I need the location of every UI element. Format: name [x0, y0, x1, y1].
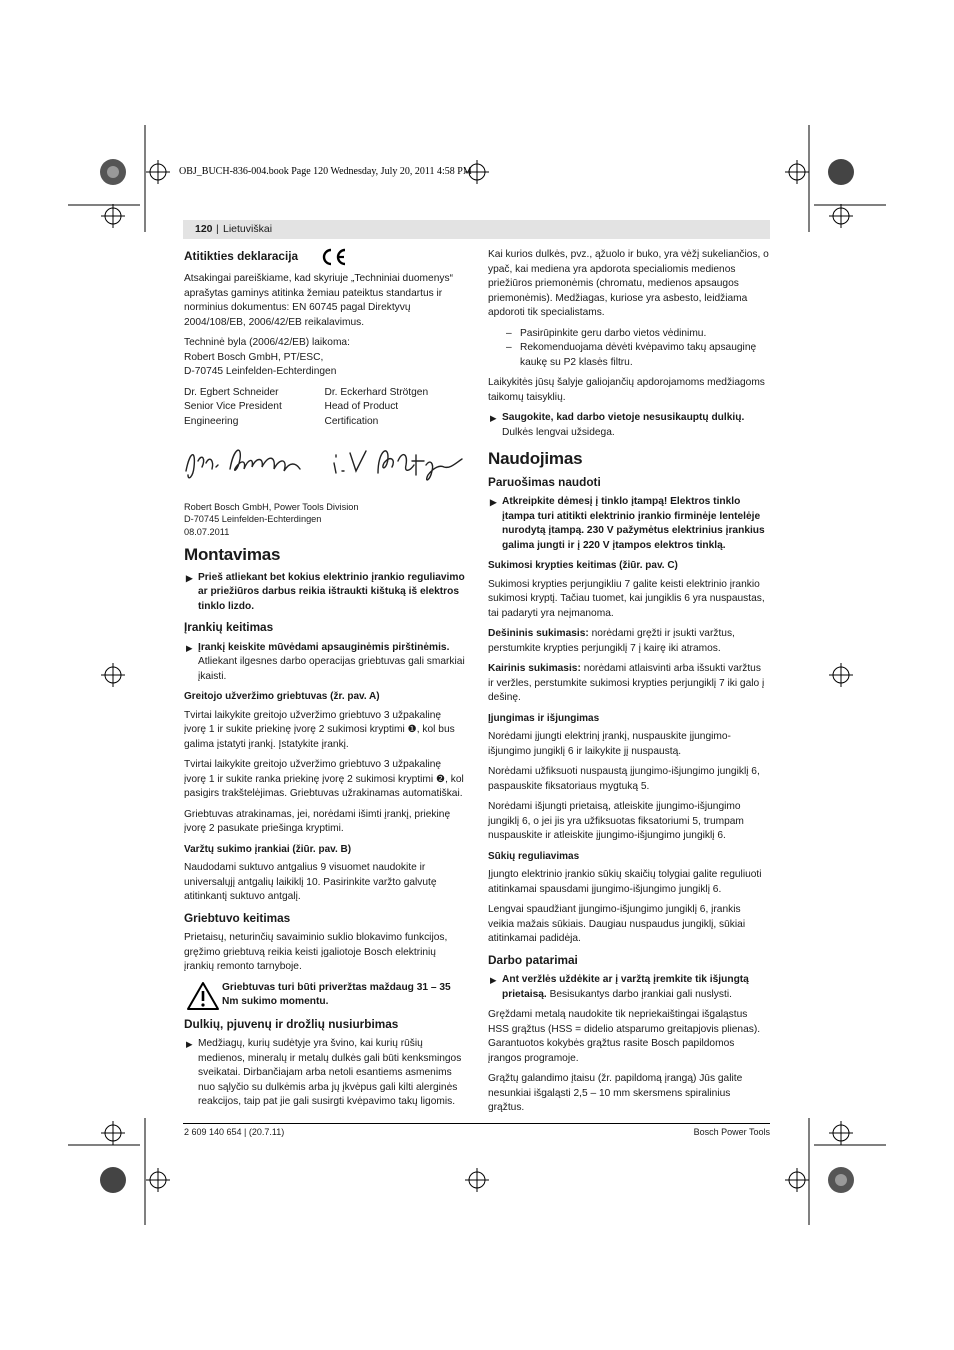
- warning-triangle-icon: [184, 981, 222, 1011]
- kairinis-p: [488, 662, 769, 706]
- arrow-bullet-icon: ▶: [186, 642, 193, 653]
- dash-item-1: – Pasirūpinkite geru darbo vietos vėdinimu.: [506, 327, 707, 339]
- company-address: D-70745 Leinfelden-Echterdingen: [184, 514, 322, 524]
- technical-file: [184, 336, 465, 380]
- varztu-p: Naudodami suktuvo antgalius 9 visuomet naudokite ir universalųjį antgalių laikiklį 10. Pasirinkite varžto galvutę atitinkantį suktuvo antgalį.: [184, 862, 437, 902]
- footer-brand: Bosch Power Tools: [693, 1127, 770, 1137]
- page-number: 120: [195, 223, 213, 235]
- signatory-2: [325, 386, 466, 430]
- sukiu-heading: Sūkių reguliavimas: [488, 850, 580, 862]
- signatory-2-name: Dr. Eckerhard Strötgen: [324, 386, 429, 398]
- sukiu-p2: Lengvai spaudžiant įjungimo-išjungimo jungiklį 6, įrankis veikia mažais sūkiais. Daugiau nuspaudus jungiklį, sūkiai atitinkamai padidėja.: [488, 904, 746, 944]
- montavimas-heading: Montavimas: [184, 545, 281, 564]
- tech-file-address: D-70745 Leinfelden-Echterdingen: [184, 366, 337, 377]
- header-separator: |: [216, 223, 219, 235]
- irankiu-bullet: [184, 641, 465, 685]
- signatory-1: [184, 386, 325, 430]
- declaration-heading: [184, 248, 465, 266]
- dust-bullet-text: Dulkės lengvai užsidega.: [502, 426, 615, 438]
- warning-text: Griebtuvas turi būti priveržtas maždaug 31 – 35 Nm sukimo momentu.: [222, 981, 451, 1007]
- arrow-bullet-icon: ▶: [490, 413, 497, 423]
- greitojo-heading: Greitojo užveržimo griebtuvas (žr. pav. A): [184, 691, 380, 702]
- greitojo-p1: Tvirtai laikykite greitojo užveržimo griebtuvo 3 užpakalinę įvorę 1 ir sukite priekinę įvorę 2 sukimosi kryptimi ❶, kol bus galima įstatyti įrankį. Įstatykite įrankį.: [184, 709, 455, 750]
- irankiu-heading: Įrankių keitimas: [184, 620, 274, 634]
- ijungimas-p1: Norėdami įjungti elektrinį įrankį, nuspauskite įjungimo-išjungimo jungiklį 6 ir laikykite jį nuspaustą.: [488, 731, 731, 757]
- paruosimas-heading: Paruošimas naudoti: [488, 474, 601, 489]
- darbo-bullet: [488, 973, 769, 1002]
- regulations-paragraph: Laikykitės jūsų šalyje galiojančių apdorojamoms medžiagoms taikomų taisyklių.: [488, 377, 765, 403]
- kairinis-label: Kairinis sukimasis:: [488, 663, 581, 674]
- dust-paragraph: Kai kurios dulkės, pvz., ąžuolo ir buko, yra vėžį sukeliančios, o ypač, kai mediena yra apdorota specialiomis medienos priežiūros priemonėmis (chromatu, medienos apsaugos priemonėmis). Medžiagas, kuriose yra asbesto, leidžiama apdoroti tik specialistams.: [488, 249, 769, 318]
- darbo-bullet-text: Besisukantys darbo įrankiai gali nuslysti.: [549, 988, 732, 1000]
- signatory-2-dept: Certification: [324, 415, 379, 427]
- declaration-title: Atitikties deklaracija: [184, 249, 299, 264]
- darbo-heading: Darbo patarimai: [488, 952, 578, 967]
- greitojo-p2: Tvirtai laikykite greitojo užveržimo griebtuvo 3 užpakalinę įvorę 1 ir sukite ranka priekinę įvorę 2 sukimosi kryptimi ❷, kol pasigirs trakštelėjimas. Griebtuvas užrakinamas automatiškai.: [184, 759, 464, 799]
- left-column: [184, 248, 465, 1116]
- naudojimas-heading: Naudojimas: [488, 449, 583, 468]
- ce-mark-icon: [319, 248, 347, 266]
- arrow-bullet-icon: ▶: [186, 1039, 193, 1049]
- dulkiu-heading: Dulkių, pjuvenų ir drožlių nusiurbimas: [184, 1016, 399, 1031]
- dash-item-2-text: Rekomenduojama dėvėti kvėpavimo takų apsauginę kaukę su P2 klasės filtru.: [520, 342, 757, 368]
- paruosimas-bullet: [488, 495, 769, 553]
- dash-item-2: – Rekomenduojama dėvėti kvėpavimo takų apsauginę kaukę su P2 klasės filtru.: [506, 342, 757, 368]
- declaration-text: Atsakingai pareiškiame, kad skyriuje „Techniniai duomenys“ aprašytas gaminys atitinka žemiau pateiktus standartus ir norminius dokumentus: EN 60745 pagal Direktyvų 2004/108/EB, 2006/42/EB reikalavimus.: [184, 273, 453, 328]
- desininis-text: norėdami gręžti ir įsukti varžtus, perstumkite krypties perjungiklį 7 į kairę iki atramos.: [488, 628, 735, 654]
- varztu-heading: Varžtų sukimo įrankiai (žiūr. pav. B): [184, 843, 352, 855]
- signatory-1-name: Dr. Egbert Schneider: [184, 386, 279, 398]
- arrow-bullet-icon: ▶: [186, 572, 193, 583]
- signatory-2-role: Head of Product: [324, 401, 399, 412]
- darbo-p2: Grąžtų galandimo įtaisu (žr. papildomą įrangą) Jūs galite nesunkiai išgaląsti 2,5 – 10 mm skersmens spiralinius grąžtus.: [488, 1073, 743, 1113]
- desininis-label: Dešininis sukimasis:: [488, 628, 589, 639]
- ijungimas-heading: Įjungimas ir išjungimas: [488, 712, 600, 724]
- ijungimas-p3: Norėdami išjungti prietaisą, atleiskite įjungimo-išjungimo jungiklį 6, o jei jis yra užfiksuotas fiksatoriumi 5, trumpam nuspauskite ir atleiskite įjungimo-išjungimo jungiklį 6.: [488, 801, 744, 841]
- sukiu-p1: Įjungto elektrinio įrankio sūkių skaičių tolygiai galite reguliuoti atitinkamai spausdami įjungimo-išjungimo jungiklį 6.: [488, 869, 762, 895]
- header-language: Lietuviškai: [223, 223, 273, 235]
- handwritten-signatures: [184, 441, 465, 485]
- tech-file-company: Robert Bosch GmbH, PT/ESC,: [184, 351, 324, 363]
- griebtuvo-heading: Griebtuvo keitimas: [184, 910, 291, 925]
- arrow-bullet-icon: ▶: [490, 975, 497, 985]
- montavimas-bullet: [184, 571, 465, 615]
- darbo-bullet-bold: Ant veržlės uždėkite ar į varžtą įremkite tik išjungtą prietaisą.: [502, 974, 749, 1000]
- footer-doc-number: 2 609 140 654 | (20.7.11): [184, 1127, 285, 1137]
- company-block: [184, 501, 465, 539]
- tech-file-line: Techninė byla (2006/42/EB) laikoma:: [184, 337, 350, 348]
- company-date: 08.07.2011: [184, 526, 230, 537]
- dash-item-1-text: Pasirūpinkite geru darbo vietos vėdinimu.: [520, 327, 707, 339]
- dulkiu-bullet-text: Medžiagų, kurių sudėtyje yra švino, kai kurių rūšių medienos, mineralų ir metalų dulkės gali būti kenksmingos sveikatai. Dirbančiajam arba netoli esantiems asmenims nuo sąlyčio su dulkėmis arba jų įkvėpus gali kilti alerginės reakcijos, taip pat jie gali susirgti kvėpavimo takų ligomis.: [198, 1038, 462, 1107]
- sukimosi-p: Sukimosi krypties perjungikliu 7 galite keisti elektrinio įrankio sukimosi kryptį. Tačiau tuomet, kai jungiklis 6 yra nuspaustas, tai padaryti yra neįmanoma.: [488, 578, 765, 619]
- warning-block: [184, 981, 465, 1011]
- griebtuvo-p: Prietaisų, neturinčių savaiminio suklio blokavimo funkcijos, gręžimo griebtuvą reikia keisti įgaliotoje Bosch elektrinių įrankių remonto tarnyboje.: [184, 932, 448, 972]
- page-header: [183, 220, 770, 239]
- dulkiu-bullet: [184, 1037, 465, 1110]
- kairinis-text: norėdami atlaisvinti arba išsukti varžtus ir veržles, perstumkite sukimosi krypties perjungiklį 7 iki galo į dešinę.: [488, 663, 765, 703]
- company-name: Robert Bosch GmbH, Power Tools Division: [184, 501, 359, 512]
- arrow-bullet-icon: ▶: [490, 497, 497, 507]
- footer-rule: [183, 1123, 770, 1124]
- irankiu-bullet-text: Atliekant ilgesnes darbo operacijas griebtuvas gali smarkiai įkaisti.: [198, 656, 465, 682]
- ijungimas-p2: Norėdami užfiksuoti nuspaustą įjungimo-išjungimo jungiklį 6, paspauskite fiksatoriaus mygtuką 5.: [488, 766, 760, 792]
- paruosimas-bullet-text: Atkreipkite dėmesį į tinklo įtampą! Elektros tinklo įtampa turi atitikti elektrinio įrankio firminėje lentelėje nurodytą įtampą. 230 V pažymėtus elektrinius įrankius galima jungti ir į 220 V įtampos elektros tinklą.: [502, 496, 765, 551]
- montavimas-bullet-text: Prieš atliekant bet kokius elektrinio įrankio reguliavimo ar priežiūros darbus reikia ištraukti kištuką iš elektros tinklo lizdo.: [198, 571, 465, 612]
- signatory-1-dept: Engineering: [184, 415, 239, 427]
- signatories: [184, 386, 465, 430]
- irankiu-bullet-bold: Įrankį keiskite mūvėdami apsauginėmis pirštinėmis.: [198, 641, 450, 653]
- right-column: [488, 248, 769, 1122]
- desininis-p: [488, 627, 769, 656]
- dust-bullet-bold: Saugokite, kad darbo vietoje nesusikauptų dulkių.: [502, 412, 745, 423]
- sukimosi-heading: Sukimosi krypties keitimas (žiūr. pav. C): [488, 560, 678, 571]
- greitojo-p3: Griebtuvas atrakinamas, jei, norėdami išimti įrankį, priekinę įvorę 2 pasukate priešinga kryptimi.: [184, 808, 451, 834]
- print-info: OBJ_BUCH-836-004.book Page 120 Wednesday, July 20, 2011 4:58 PM: [179, 166, 472, 177]
- dust-bullet: [488, 411, 769, 440]
- darbo-p1: Gręždami metalą naudokite tik nepriekaištingai išgaląstus HSS grąžtus (HSS = didelio atsparumo greitapjovis plienas). Garantuotos kokybės grąžtus rasite Bosch papildomos įrangos programoje.: [488, 1009, 761, 1064]
- signatory-1-role: Senior Vice President: [184, 401, 282, 412]
